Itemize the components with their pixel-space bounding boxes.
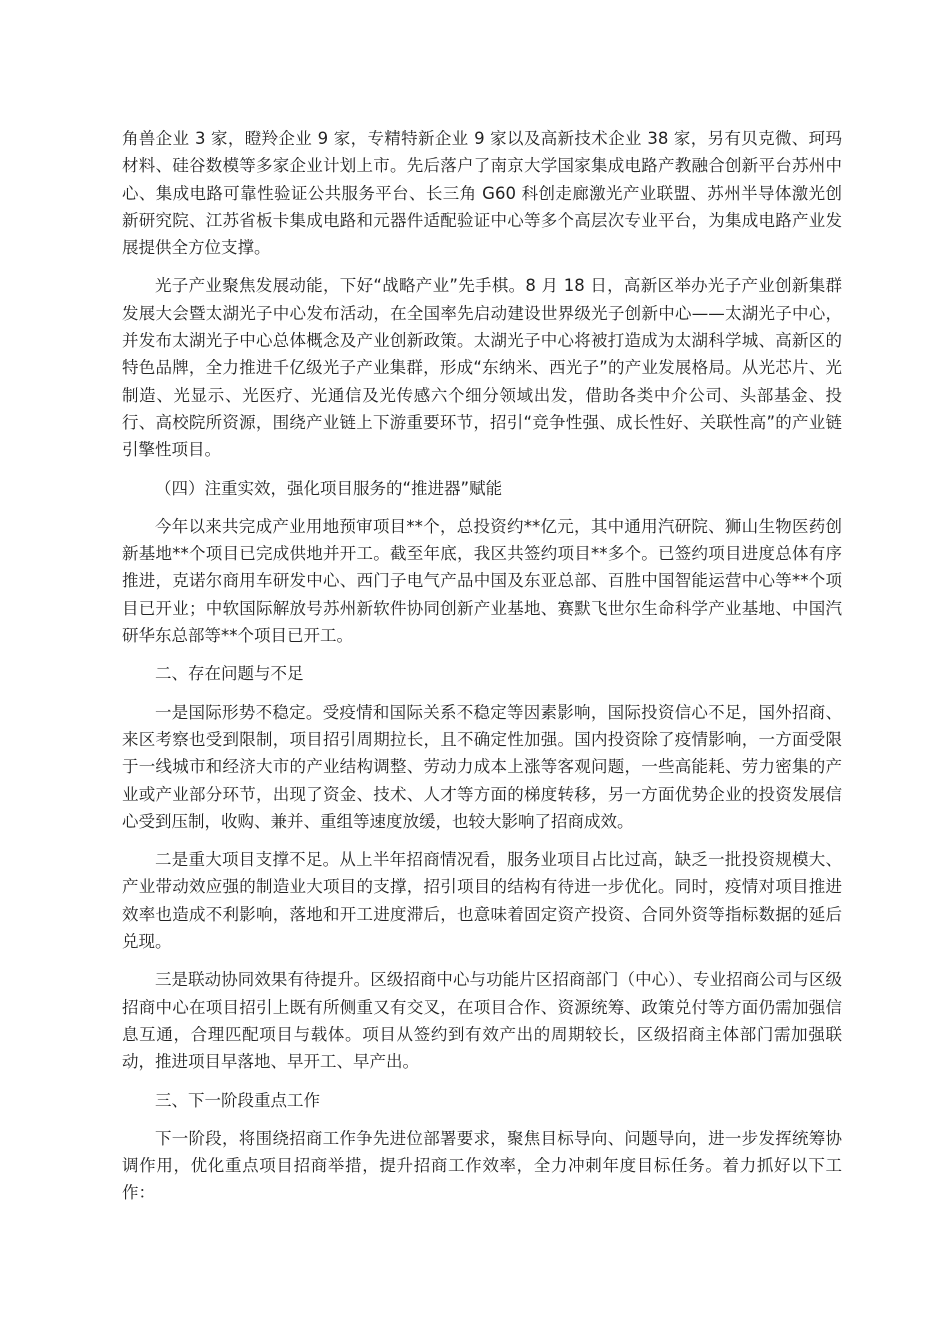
document-page <box>122 125 842 1218</box>
section-heading-problems: 二、存在问题与不足 <box>155 664 304 684</box>
paragraph-land-use-projects: 今年以来共完成产业用地预审项目**个，总投资约**亿元，其中通用汽研院、狮山生物医药创新基地**个项目已完成供地并开工。截至年底，我区共签约项目**多个。已签约项目进度总体有序推进，克诺尔商用车研发中心、西门子电气产品中国及东亚总部、百胜中国智能运营中心等**个项目已开业；中软国际解放号苏州新软件协同创新产业基地、赛默飞世尔生命科学产业基地、中国汽研华东总部等**个项目已开工。 <box>122 516 842 646</box>
paragraph-ic-enterprises: 角兽企业 3 家，瞪羚企业 9 家，专精特新企业 9 家以及高新技术企业 38 家，另有贝克微、珂玛材料、硅谷数模等多家企业计划上市。先后落户了南京大学国家集成电路产教融合创新平台苏州中心、集成电路可靠性验证公共服务平台、长三角 G60 科创走廊激光产业联盟、苏州半导体激光创新研究院、江苏省板卡集成电路和元器件适配验证中心等多个高层次专业平台，为集成电路产业发展提供全方位支撑。 <box>122 129 842 258</box>
paragraph-photonics-industry: 光子产业聚焦发展动能，下好“战略产业”先手棋。8 月 18 日，高新区举办光子产业创新集群发展大会暨太湖光子中心发布活动，在全国率先启动建设世界级光子创新中心——太湖光子中心，并发布太湖光子中心总体概念及产业创新政策。太湖光子中心将被打造成为太湖科学城、高新区的特色品牌，全力推进千亿级光子产业集群，形成“东纳米、西光子”的产业发展格局。从光芯片、光制造、光显示、光医疗、光通信及光传感六个细分领域出发，借助各类中介公司、头部基金、投行、高校院所资源，围绕产业链上下游重要环节，招引“竞争性强、成长性好、关联性高”的产业链引擎性项目。 <box>122 276 842 460</box>
section-heading-next-stage: 三、下一阶段重点工作 <box>155 1090 320 1110</box>
paragraph-international-situation: 一是国际形势不稳定。受疫情和国际关系不稳定等因素影响，国际投资信心不足，国外招商、来区考察也受到限制，项目招引周期拉长，且不确定性加强。国内投资除了疫情影响，一方面受限于一线城市和经济大市的产业结构调整、劳动力成本上涨等客观问题，一些高能耗、劳力密集的产业或产业部分环节，出现了资金、技术、人才等方面的梯度转移，另一方面优势企业的投资发展信心受到压制，收购、兼并、重组等速度放缓，也较大影响了招商成效。 <box>122 702 842 831</box>
paragraph-major-projects: 二是重大项目支撑不足。从上半年招商情况看，服务业项目占比过高，缺乏一批投资规模大、产业带动效应强的制造业大项目的支撑，招引项目的结构有待进一步优化。同时，疫情对项目推进效率也造成不利影响，落地和开工进度滞后，也意味着固定资产投资、合同外资等指标数据的延后兑现。 <box>122 850 842 952</box>
paragraph-coordination: 三是联动协同效果有待提升。区级招商中心与功能片区招商部门（中心）、专业招商公司与区级招商中心在项目招引上既有所侧重又有交叉，在项目合作、资源统筹、政策兑付等方面仍需加强信息互通，合理匹配项目与载体。项目从签约到有效产出的周期较长，区级招商主体部门需加强联动，推进项目早落地、早开工、早产出。 <box>122 970 842 1072</box>
paragraph-next-stage-work: 下一阶段，将围绕招商工作争先进位部署要求，聚焦目标导向、问题导向，进一步发挥统筹协调作用，优化重点项目招商举措，提升招商工作效率，全力冲刺年度目标任务。着力抓好以下工作： <box>122 1128 842 1203</box>
section-heading-project-service: （四）注重实效，强化项目服务的“推进器”赋能 <box>155 478 503 498</box>
